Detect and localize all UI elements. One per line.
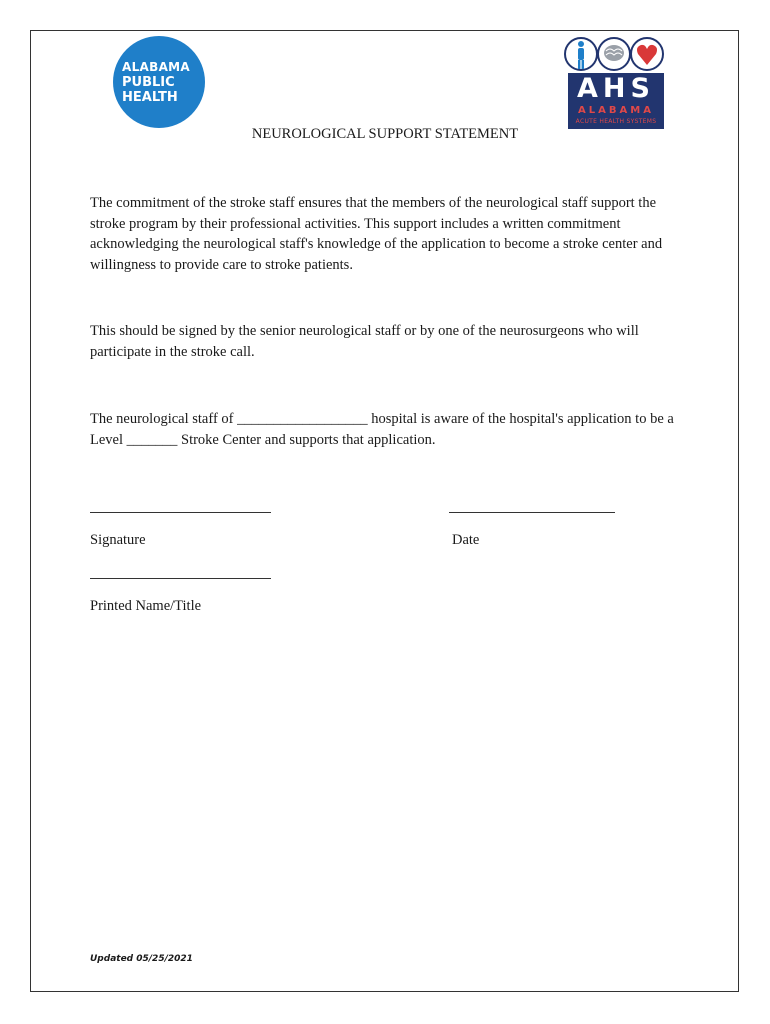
- logo-line-health: HEALTH: [122, 90, 178, 105]
- paragraph-statement: The neurological staff of __________________ hospital is aware of the hospital's application to be a Level _______ Stroke Center and supports that application.: [90, 411, 674, 448]
- signature-label: Signature: [90, 532, 146, 548]
- ahs-acronym: AHS: [577, 73, 655, 104]
- paragraph-commitment: The commitment of the stroke staff ensures that the members of the neurological staff support the stroke program by their professional activities. This support includes a written commitment acknowledging the neurological staff's knowledge of the application to become a stroke center and willingness to provide care to stroke patients.: [90, 195, 663, 273]
- updated-footer: Updated 05/25/2021: [90, 954, 193, 964]
- ahs-icons: [564, 35, 664, 73]
- ahs-name: ALABAMA: [578, 105, 654, 116]
- paragraph-signing-instructions: This should be signed by the senior neurological staff or by one of the neurosurgeons who will participate in the stroke call.: [90, 323, 639, 360]
- date-label: Date: [452, 532, 480, 548]
- alabama-public-health-logo: [113, 36, 205, 128]
- signature-line[interactable]: [90, 512, 271, 513]
- printed-name-label: Printed Name/Title: [90, 598, 202, 614]
- ahs-logo: [564, 35, 664, 129]
- printed-name-line[interactable]: [90, 578, 271, 579]
- logo-line-public: PUBLIC: [122, 75, 175, 90]
- logo-line-alabama: ALABAMA: [122, 60, 190, 74]
- date-line[interactable]: [449, 512, 615, 513]
- ahs-tagline: ACUTE HEALTH SYSTEMS: [575, 118, 657, 125]
- ahs-wordmark: [568, 73, 664, 129]
- page-border: [30, 30, 739, 992]
- document-title: NEUROLOGICAL SUPPORT STATEMENT: [251, 126, 519, 142]
